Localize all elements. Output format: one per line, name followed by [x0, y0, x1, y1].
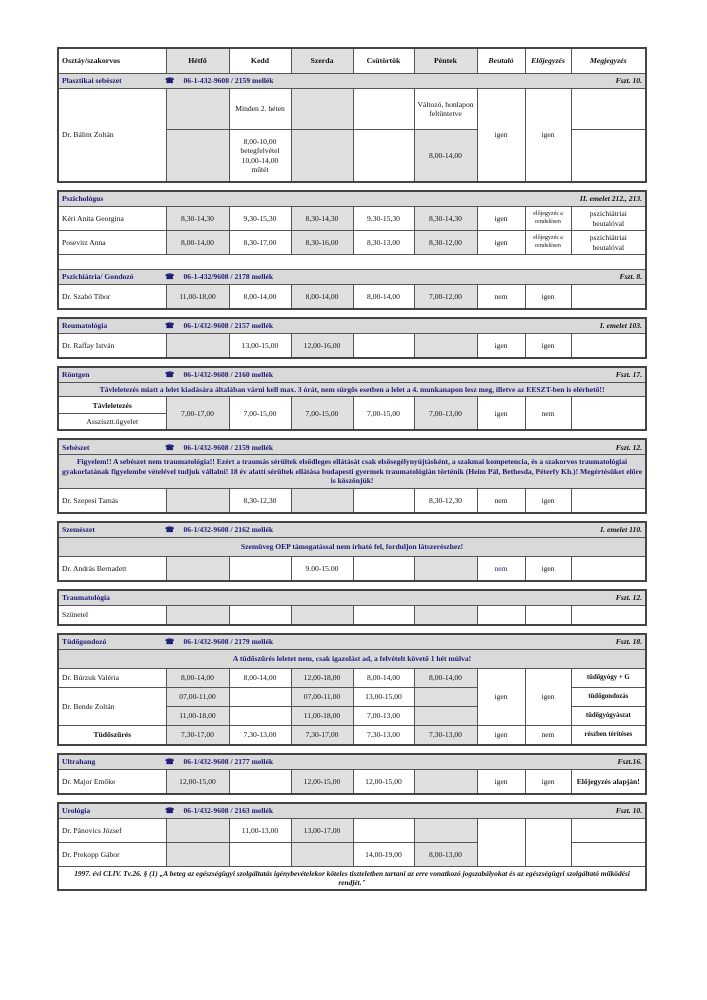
- schedule-cell: Minden 2. héten: [229, 89, 291, 130]
- section-header: [58, 270, 646, 285]
- section-header: [58, 634, 646, 650]
- section-location: Fszt. 12.: [615, 442, 643, 452]
- sebeszet-table: [57, 438, 647, 513]
- notes-cell: tüdőgondozás: [571, 687, 646, 706]
- schedule-cell: [353, 818, 414, 842]
- doctor-name: Kéri Anita Georgina: [58, 207, 166, 231]
- notes-cell: tüdőgyógy + G: [571, 668, 646, 687]
- notes-cell: Előjegyzés alapján!: [571, 769, 646, 794]
- referral-cell: igen: [477, 207, 525, 231]
- header-notes: Megjegyzés: [571, 48, 646, 74]
- section-name: Plasztikai sebészet: [62, 76, 122, 86]
- section-phone: 06-1/432-9608 / 2160 mellék: [183, 370, 274, 380]
- doctor-name: Posevitz Anna: [58, 231, 166, 255]
- schedule-cell: 8,30-14,30: [166, 207, 229, 231]
- phone-icon: ☎: [165, 637, 175, 647]
- referral-cell: nem: [477, 285, 525, 310]
- schedule-cell: 8,30-12,30: [229, 488, 291, 513]
- schedule-cell: [414, 687, 477, 706]
- phone-icon: ☎: [165, 525, 175, 535]
- header-booking: Előjegyzés: [525, 48, 571, 74]
- booking-cell: igen: [525, 488, 571, 513]
- table-row: [58, 285, 646, 310]
- table-row: [58, 207, 646, 231]
- schedule-cell: 11,00-18,00: [291, 706, 353, 725]
- schedule-cell: 7,00-15,00: [291, 397, 353, 431]
- section-note: Figyelem!! A sebészet nem traumatológia!! Ezért a traumás sérültek elsődleges ellátását csak elsősegélynyújtásként, a szakmai kompetencia, és a szakorvos traumatológiai gyakorlatának figyelembe vételével tudjuk vállalni! 18 év alatti sérültek ellátása budapesti gyermek traumatológián történik (Heim Pál, Bethesda, Péterfy Kh.)! Megértésüket előre is köszönjük!: [58, 455, 646, 488]
- schedule-cell: 7,30-17,00: [166, 725, 229, 745]
- header-friday: Péntek: [414, 48, 477, 74]
- schedule-cell: 12,00-15,00: [353, 769, 414, 794]
- schedule-cell: [229, 706, 291, 725]
- table-row: [58, 89, 646, 130]
- schedule-cell: [353, 334, 414, 359]
- referral-cell: igen: [477, 397, 525, 431]
- schedule-cell: 8,00-14,00: [414, 130, 477, 182]
- section-header: [58, 590, 646, 606]
- schedule-cell: 8,30-17,00: [229, 231, 291, 255]
- referral-cell: igen: [477, 668, 525, 725]
- schedule-cell: 8,30-14,30: [291, 207, 353, 231]
- schedule-line: 8,00-10,00: [243, 136, 277, 146]
- schedule-cell: [166, 556, 229, 581]
- schedule-cell: 13,00-17,00: [291, 818, 353, 842]
- section-phone: 06-1/432-9608 / 2177 mellék: [183, 757, 274, 767]
- schedule-cell: 8,30-13,00: [353, 231, 414, 255]
- phone-icon: ☎: [165, 806, 175, 816]
- schedule-cell: Változó, honlapon feltüntetve: [414, 89, 477, 130]
- schedule-cell: 14,00-19,00: [353, 842, 414, 866]
- schedule-cell: 7,00-17,00: [166, 397, 229, 431]
- section-note-row: [58, 537, 646, 556]
- referral-cell: nem: [477, 556, 525, 581]
- phone-icon: ☎: [165, 370, 175, 380]
- schedule-cell: [414, 706, 477, 725]
- table-row: [58, 556, 646, 581]
- header-tuesday: Kedd: [229, 48, 291, 74]
- schedule-cell: 07,00-11,00: [166, 687, 229, 706]
- phone-icon: ☎: [165, 76, 175, 86]
- booking-cell: nem: [525, 397, 571, 431]
- schedule-cell: 7,00-13,00: [414, 397, 477, 431]
- schedule-cell: 7,30-13,00: [353, 725, 414, 745]
- schedule-cell: [353, 488, 414, 513]
- section-name: Szemészet: [62, 525, 95, 535]
- booking-cell: igen: [525, 769, 571, 794]
- schedule-cell: 12,00-16,00: [291, 334, 353, 359]
- schedule-cell: 07,00-11,00: [291, 687, 353, 706]
- schedule-cell: 8,00-13,00: [414, 842, 477, 866]
- schedule-cell: 12,00-18,00: [291, 668, 353, 687]
- schedule-cell: [414, 556, 477, 581]
- tudogondozo-table: [57, 633, 647, 746]
- schedule-cell: 8,30-12,30: [414, 488, 477, 513]
- schedule-cell: 8,30-12,00: [414, 231, 477, 255]
- header-monday: Hétfő: [166, 48, 229, 74]
- schedule-cell: 8,00-14,00: [166, 668, 229, 687]
- section-name: Reumatológia: [62, 321, 108, 331]
- pszichologus-table: [57, 190, 647, 310]
- section-phone: 06-1-432-9608 / 2159 mellék: [183, 76, 274, 86]
- section-note: Távleletezés miatt a lelet kiadására általában várni kell max. 3 órát, nem sürgős esetben a lelet a 4. munkanapon lesz meg, illetve az EESZT-ben is elérhető!!: [58, 383, 646, 397]
- booking-cell: előjegyzés a rendelésen: [525, 231, 571, 255]
- section-note: Szemüveg OEP támogatással nem írható fel, forduljon látszerészhez!: [58, 537, 646, 556]
- table-row: [58, 397, 646, 414]
- schedule-cell: 7,30-13,00: [414, 725, 477, 745]
- schedule-cell: 7,00-15,00: [229, 397, 291, 431]
- header-department: Osztáy/szakorvos: [58, 48, 166, 74]
- szemeszet-table: [57, 521, 647, 582]
- section-name: Tüdőgondozó: [62, 637, 107, 647]
- section-name: Urológia: [62, 806, 91, 816]
- section-header: [58, 754, 646, 770]
- section-note-row: [58, 455, 646, 488]
- phone-icon: ☎: [165, 272, 175, 282]
- booking-cell: igen: [525, 285, 571, 310]
- table-row: [58, 668, 646, 687]
- urologia-table: [57, 802, 647, 892]
- referral-cell: igen: [477, 725, 525, 745]
- schedule-cell: 13,00-15,00: [229, 334, 291, 359]
- schedule-cell: 9,30-15,30: [229, 207, 291, 231]
- schedule-line: betegfelvétel: [240, 146, 280, 156]
- schedule-cell: 8,30-16,00: [291, 231, 353, 255]
- phone-icon: ☎: [165, 757, 175, 767]
- section-phone: 06-1/432-9608 / 2179 mellék: [183, 637, 274, 647]
- phone-icon: ☎: [165, 442, 175, 452]
- header-referral: Beutaló: [477, 48, 525, 74]
- section-location: Fszt. 18.: [615, 637, 643, 647]
- schedule-cell: [414, 769, 477, 794]
- referral-cell: nem: [477, 488, 525, 513]
- doctor-name: Szünetel: [58, 605, 166, 625]
- schedule-document: [57, 47, 645, 898]
- schedule-cell: 11,00-13,00: [229, 818, 291, 842]
- section-header: [58, 803, 646, 819]
- schedule-cell: 8,00-14,00: [414, 668, 477, 687]
- schedule-cell: [229, 769, 291, 794]
- doctor-name: Dr. Bende Zoltán: [58, 687, 166, 725]
- section-phone: 06-1/432-9608 / 2159 mellék: [183, 442, 274, 452]
- doctor-name: Dr. Bálint Zoltán: [58, 89, 166, 183]
- notes-cell: pszichiátriai beutalóval: [571, 207, 646, 231]
- section-location: Fszt. 10.: [615, 76, 642, 86]
- schedule-cell: [291, 488, 353, 513]
- booking-cell: igen: [525, 334, 571, 359]
- section-header: [58, 74, 646, 89]
- referral-cell: igen: [477, 89, 525, 183]
- schedule-cell: 12,00-15,00: [166, 769, 229, 794]
- section-location: Fszt. 8.: [619, 272, 643, 282]
- notes-cell: tüdőgyógyászat: [571, 706, 646, 725]
- section-name: Röntgen: [62, 370, 90, 380]
- table-row: [58, 334, 646, 359]
- schedule-cell: [414, 818, 477, 842]
- schedule-cell: [166, 334, 229, 359]
- schedule-cell: 7,00-13,00: [353, 706, 414, 725]
- section-name: Sebészet: [62, 442, 90, 452]
- column-header-row: [58, 48, 646, 74]
- section-name: Ultrahang: [62, 757, 96, 767]
- schedule-cell: 9,30-15,30: [353, 207, 414, 231]
- header-thursday: Csütörtök: [353, 48, 414, 74]
- section-phone: 06-1/432-9608 / 2163 mellék: [183, 806, 274, 816]
- rontgen-table: [57, 366, 647, 431]
- schedule-cell: 8,00-14,00: [353, 285, 414, 310]
- table-row: [58, 605, 646, 625]
- schedule-cell: 8,00-14,00: [229, 285, 291, 310]
- table-row: [58, 231, 646, 255]
- schedule-cell: 7,30-17,00: [291, 725, 353, 745]
- section-name: Traumatológia: [62, 593, 110, 603]
- booking-cell: igen: [525, 556, 571, 581]
- ultrahang-table: [57, 753, 647, 795]
- table-row: [58, 725, 646, 745]
- schedule-cell: [229, 687, 291, 706]
- section-phone: 06-1/432-9608 / 2162 mellék: [183, 525, 274, 535]
- section-header: [58, 191, 646, 207]
- traumatologia-table: [57, 589, 647, 626]
- section-location: I. emelet 103.: [599, 321, 643, 331]
- doctor-name: Dr. Búrzuk Valéria: [58, 668, 166, 687]
- section-header: [58, 439, 646, 455]
- booking-cell: nem: [525, 725, 571, 745]
- schedule-cell: 11,00-18,00: [166, 706, 229, 725]
- schedule-cell: 12,00-15,00: [291, 769, 353, 794]
- schedule-cell: [229, 842, 291, 866]
- schedule-cell: [166, 818, 229, 842]
- plasztikai-table: [57, 47, 647, 183]
- doctor-name: Dr. Szepesi Tamás: [58, 488, 166, 513]
- section-header: [58, 318, 646, 334]
- section-location: Fszt. 17.: [615, 370, 643, 380]
- table-row: [58, 769, 646, 794]
- doctor-name: Dr. Prekopp Gábor: [58, 842, 166, 866]
- doctor-name: Dr. Major Emőke: [58, 769, 166, 794]
- doctor-name: Dr. András Bernadett: [58, 556, 166, 581]
- booking-cell: igen: [525, 89, 571, 183]
- schedule-cell: 7,00-15,00: [353, 397, 414, 431]
- booking-cell: előjegyzés a rendelésen: [525, 207, 571, 231]
- section-location: II. emelet 212., 213.: [579, 194, 643, 204]
- spacer-row: [58, 255, 646, 270]
- section-location: Fszt. 10.: [615, 806, 643, 816]
- legal-footer-row: [58, 866, 646, 890]
- schedule-cell: 11,00-18,00: [166, 285, 229, 310]
- section-location: I. emelet 110.: [600, 525, 643, 535]
- doctor-name: Dr. Raffay István: [58, 334, 166, 359]
- doctor-name: Dr. Szabó Tibor: [58, 285, 166, 310]
- section-note-row: [58, 383, 646, 397]
- section-header: [58, 522, 646, 538]
- referral-cell: igen: [477, 769, 525, 794]
- schedule-cell: [229, 556, 291, 581]
- section-name: Pszichológus: [62, 194, 104, 204]
- notes-cell: pszichiátriai beutalóval: [571, 231, 646, 255]
- section-location: Fszt.16.: [617, 757, 643, 767]
- header-wednesday: Szerda: [291, 48, 353, 74]
- section-note: A tüdőszűrés leletet nem, csak igazolást ad, a felvételt követő 1 hét múlva!: [58, 649, 646, 668]
- schedule-cell: 7,00-12,00: [414, 285, 477, 310]
- service-label: Távleletezés: [58, 397, 166, 414]
- reumatologia-table: [57, 317, 647, 359]
- section-name: Pszichiátria/ Gondozó: [62, 272, 134, 282]
- service-label: Tüdőszűrés: [58, 725, 166, 745]
- schedule-cell: 8,00-14,00: [166, 231, 229, 255]
- schedule-cell: 7,30-13,00: [229, 725, 291, 745]
- legal-footer: 1997. évi CLIV. Tv.26. § (1) „A beteg az egészségügyi szolgáltatás igénybevételekor köteles tiszteletben tartani az erre vonatkozó jogszabályokat és az egészségügyi szolgáltató működési rendjét.": [58, 866, 646, 890]
- service-label: Asszisztt.ügyelet: [58, 414, 166, 431]
- schedule-cell: [166, 488, 229, 513]
- schedule-cell: 8,00-14,00: [291, 285, 353, 310]
- schedule-cell: [166, 842, 229, 866]
- section-phone: 06-1-432/9608 / 2178 mellék: [183, 272, 274, 282]
- section-header: [58, 367, 646, 383]
- section-phone: 06-1/432-9608 / 2157 mellék: [183, 321, 274, 331]
- schedule-cell: [291, 842, 353, 866]
- booking-cell: igen: [525, 668, 571, 725]
- section-location: Fszt. 12.: [615, 593, 643, 603]
- table-row: [58, 818, 646, 842]
- section-note-row: [58, 649, 646, 668]
- notes-cell: részben térítéses: [571, 725, 646, 745]
- table-row: [58, 488, 646, 513]
- doctor-name: Dr. Pánovics József: [58, 818, 166, 842]
- schedule-cell: [414, 334, 477, 359]
- schedule-line: műtét: [251, 165, 269, 175]
- schedule-cell: 8,30-14,30: [414, 207, 477, 231]
- schedule-line: 10,00-14,00: [241, 155, 279, 165]
- phone-icon: ☎: [165, 321, 175, 331]
- schedule-cell: 8,00-14,00: [353, 668, 414, 687]
- referral-cell: igen: [477, 231, 525, 255]
- schedule-cell: 9.00-15.00: [291, 556, 353, 581]
- referral-cell: igen: [477, 334, 525, 359]
- schedule-cell: [353, 556, 414, 581]
- schedule-cell: [229, 130, 291, 182]
- schedule-cell: 8,00-14,00: [229, 668, 291, 687]
- schedule-cell: 13,00-15,00: [353, 687, 414, 706]
